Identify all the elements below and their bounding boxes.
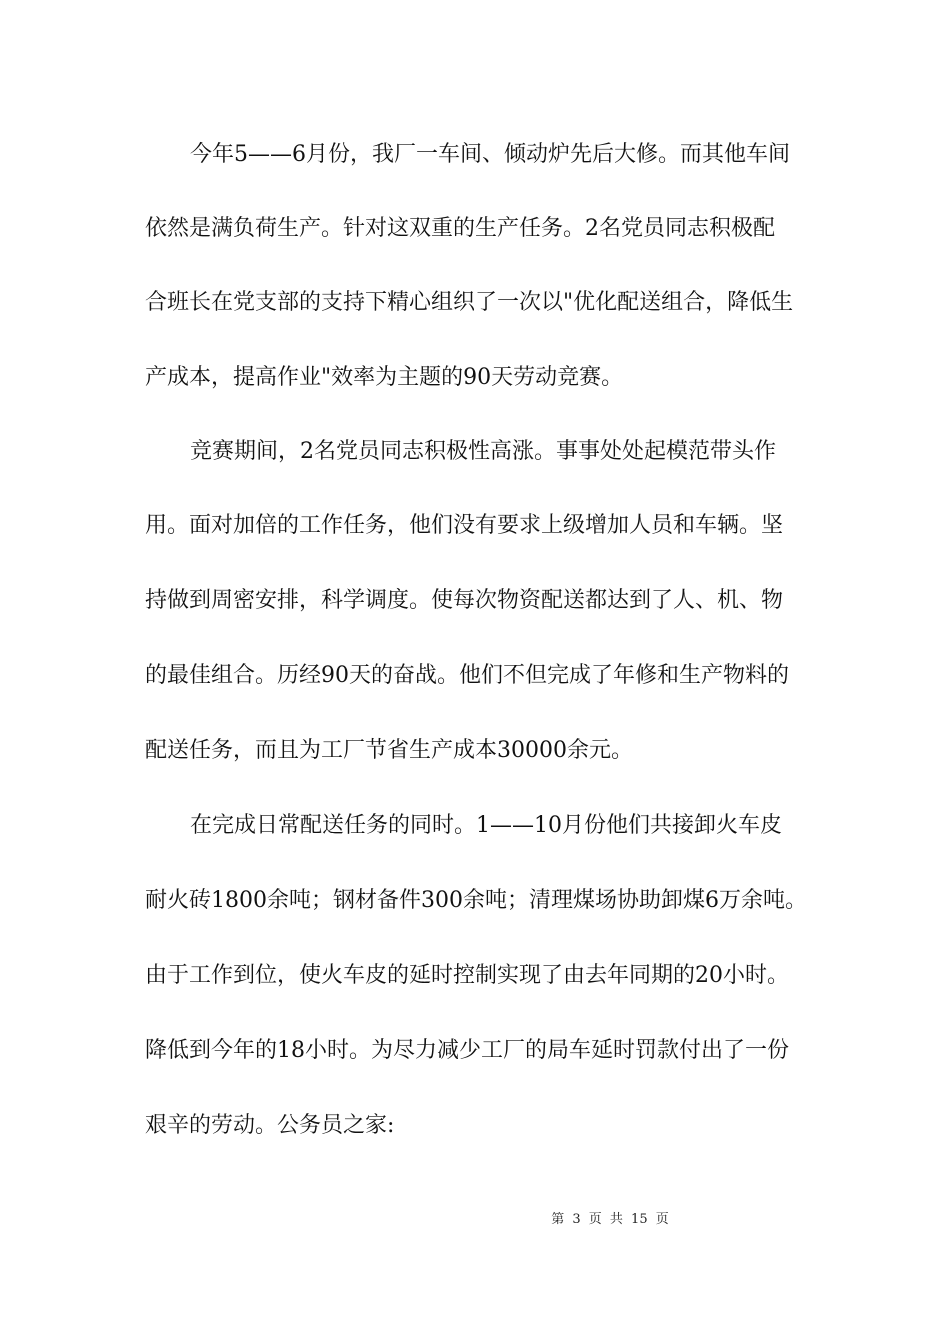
- text-line: 的最佳组合。历经90天的奋战。他们不但完成了年修和生产物料的: [145, 663, 789, 688]
- text-line: 合班长在党支部的支持下精心组织了一次以"优化配送组合，降低生: [145, 290, 794, 315]
- page-number-footer: 第 3 页 共 15 页: [551, 1212, 669, 1227]
- text-line: 持做到周密安排，科学调度。使每次物资配送都达到了人、机、物: [145, 588, 784, 613]
- text-line: 竞赛期间，2名党员同志积极性高涨。事事处处起模范带头作: [190, 439, 776, 464]
- text-line: 用。面对加倍的工作任务，他们没有要求上级增加人员和车辆。坚: [145, 513, 784, 538]
- text-line: 今年5——6月份，我厂一车间、倾动炉先后大修。而其他车间: [190, 142, 790, 167]
- text-line: 由于工作到位，使火车皮的延时控制实现了由去年同期的20小时。: [145, 963, 789, 988]
- text-line: 产成本，提高作业"效率为主题的90天劳动竞赛。: [145, 365, 624, 390]
- text-line: 依然是满负荷生产。针对这双重的生产任务。2名党员同志积极配: [145, 216, 775, 241]
- text-line: 在完成日常配送任务的同时。1——10月份他们共接卸火车皮: [190, 813, 782, 838]
- text-line: 降低到今年的18小时。为尽力减少工厂的局车延时罚款付出了一份: [145, 1038, 789, 1063]
- text-line: 艰辛的劳动。公务员之家:: [145, 1113, 395, 1138]
- text-line: 耐火砖1800余吨；钢材备件300余吨；清理煤场协助卸煤6万余吨。: [145, 888, 807, 913]
- text-line: 配送任务，而且为工厂节省生产成本30000余元。: [145, 738, 633, 763]
